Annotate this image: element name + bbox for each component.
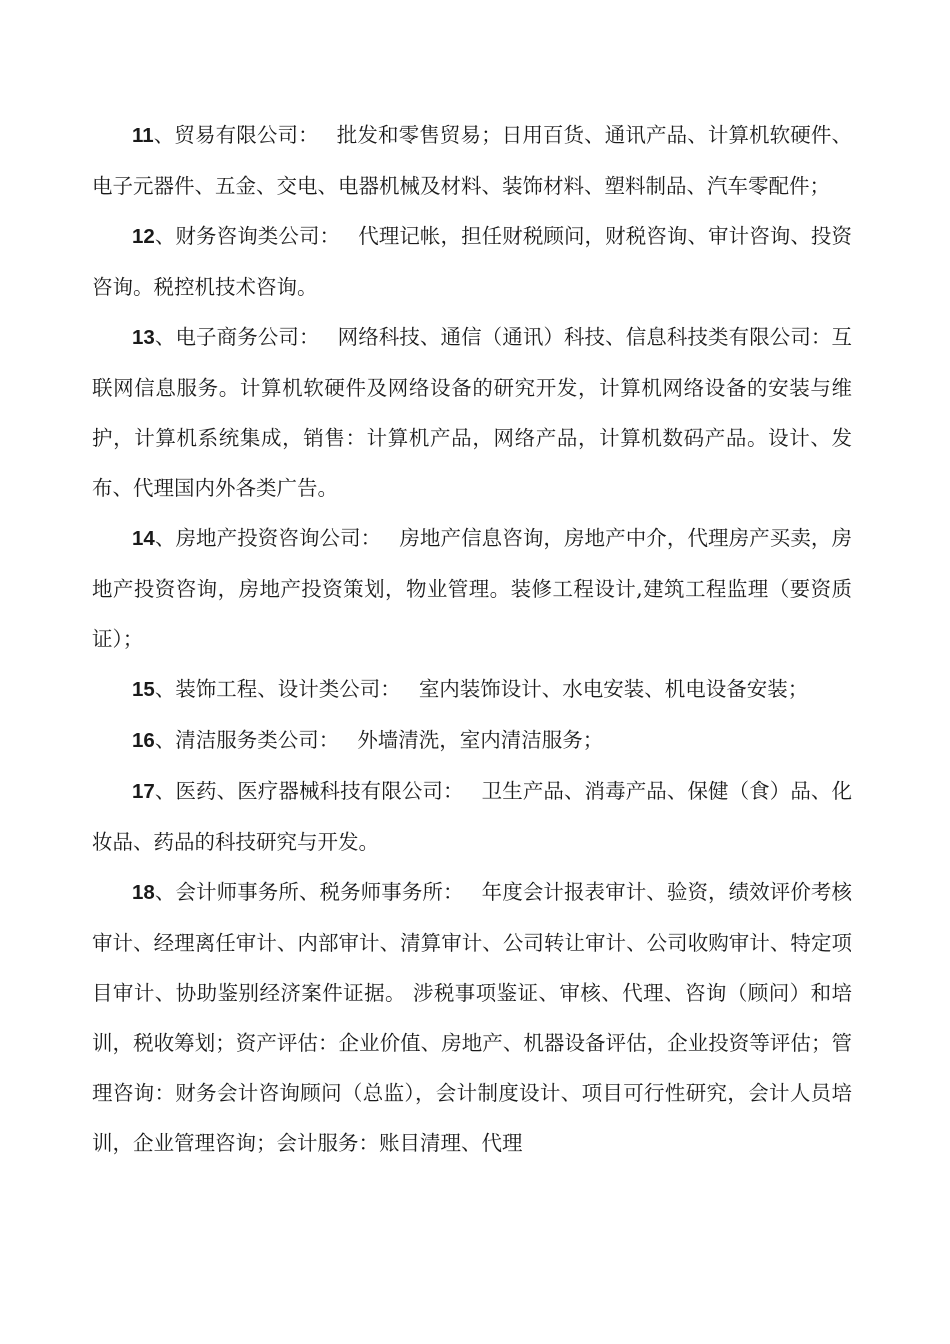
item-body: 房地产信息咨询，房地产中介，代理房产买卖，房地产投资咨询，房地产投资策划，物业管理。装修工程设计,建筑工程监理（要资质证）； (92, 526, 853, 651)
item-15 (92, 664, 852, 715)
item-number: 18 (132, 881, 155, 904)
item-body: 批发和零售贸易；日用百货、通讯产品、计算机软硬件、电子元器件、五金、交电、电器机械及材料、装饰材料、塑料制品、汽车零配件； (92, 123, 853, 198)
item-number: 15 (132, 678, 155, 701)
item-title: 、房地产投资咨询公司： (154, 526, 382, 550)
item-number: 13 (132, 326, 155, 349)
item-title: 、装饰工程、设计类公司： (154, 677, 401, 701)
item-16 (92, 715, 852, 766)
item-title: 、会计师事务所、税务师事务所： (154, 880, 464, 904)
item-12 (92, 211, 852, 312)
item-number: 14 (132, 527, 155, 550)
item-number: 16 (132, 729, 155, 752)
item-number: 12 (132, 225, 155, 248)
item-title: 、财务咨询类公司： (154, 224, 341, 248)
item-18 (92, 867, 852, 1168)
item-body: 室内装饰设计、水电安装、机电设备安装； (418, 677, 809, 701)
item-body: 外墙清洗，室内清洁服务； (357, 728, 604, 752)
item-title: 、医药、医疗器械科技有限公司： (154, 779, 464, 803)
item-number: 17 (132, 780, 155, 803)
item-14 (92, 513, 852, 664)
item-title: 、清洁服务类公司： (154, 728, 340, 752)
item-13 (92, 312, 852, 513)
item-11 (92, 110, 852, 211)
item-title: 、电子商务公司： (154, 325, 320, 349)
item-body: 年度会计报表审计、验资，绩效评价考核审计、经理离任审计、内部审计、清算审计、公司转让审计、公司收购审计、特定项目审计、协助鉴别经济案件证据。 涉税事项鉴证、审核、代理、咨询（顾问）和培训，税收筹划；资产评估：企业价值、房地产、机器设备评估，企业投资等评估；管理咨询：财务会计咨询顾问（总监），会计制度设计、项目可行性研究，会计人员培训，企业管理咨询；会计服务：账目清理、代理 (92, 880, 852, 1155)
item-number: 11 (132, 124, 154, 147)
item-title: 、贸易有限公司： (153, 123, 319, 147)
item-body: 代理记帐，担任财税顾问，财税咨询、审计咨询、投资咨询。税控机技术咨询。 (92, 224, 853, 299)
item-body: 网络科技、通信（通讯）科技、信息科技类有限公司：互联网信息服务。计算机软硬件及网络设备的研究开发，计算机网络设备的安装与维护，计算机系统集成，销售：计算机产品，网络产品，计算机数码产品。设计、发布、代理国内外各类广告。 (92, 325, 853, 500)
item-body: 卫生产品、消毒产品、保健（食）品、化妆品、药品的科技研究与开发。 (92, 779, 852, 854)
document-page (92, 110, 852, 1168)
item-17 (92, 766, 852, 867)
